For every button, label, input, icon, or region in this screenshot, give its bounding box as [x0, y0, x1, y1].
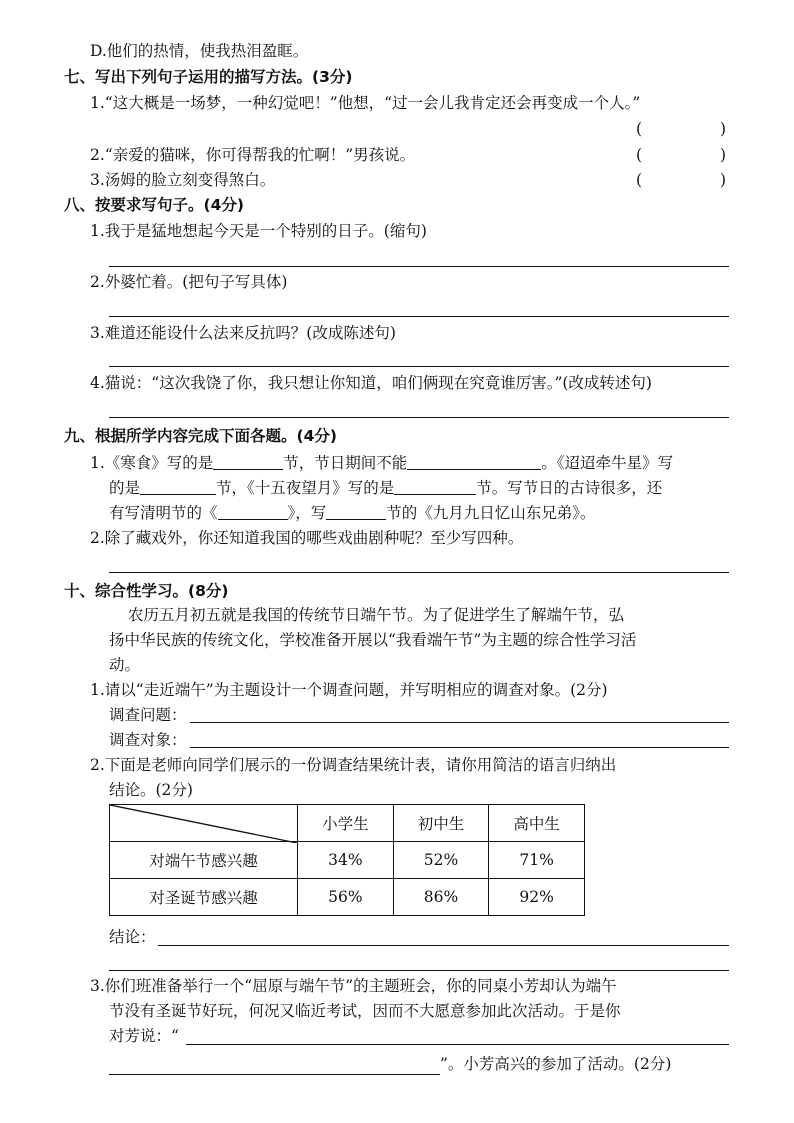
sec8-item-3: 3.难道还能设什么法来反抗吗？(改成陈述句)	[90, 324, 396, 342]
table-cell: 86%	[393, 879, 489, 916]
sec8-item-2: 2.外婆忙着。(把句子写具体)	[90, 273, 288, 291]
section-10-title: 十、综合性学习。(8分)	[64, 582, 229, 600]
sec10-q3-tail: ”。小芳高兴的参加了活动。(2分)	[440, 1055, 672, 1073]
fill-blank[interactable]	[407, 454, 541, 470]
table-corner-cell	[110, 805, 298, 842]
sec9-q1-text: 节的《九月九日忆山东兄弟》。	[386, 504, 596, 522]
survey-result-table	[109, 804, 585, 916]
option-d: D.他们的热情，使我热泪盈眶。	[90, 42, 309, 60]
sec9-q1-text: 》，写	[287, 504, 327, 522]
fill-blank[interactable]	[326, 504, 386, 520]
table-header: 小学生	[298, 805, 394, 842]
section-8-title: 八、按要求写句子。(4分)	[64, 196, 244, 214]
sec9-q1-line3	[109, 502, 596, 524]
table-cell: 71%	[489, 842, 585, 879]
fill-blank[interactable]	[140, 479, 216, 495]
sec8-item-4: 4.猫说：“这次我饶了你，我只想让你知道，咱们俩现在究竟谁厉害。”(改成转述句)	[90, 374, 652, 392]
label-conclusion: 结论：	[109, 928, 156, 946]
sec9-q2: 2.除了藏戏外，你还知道我国的哪些戏曲剧种呢？至少写四种。	[90, 529, 524, 547]
row-label: 对圣诞节感兴趣	[110, 879, 298, 916]
table-header: 初中生	[393, 805, 489, 842]
diagonal-line	[110, 805, 297, 843]
section-7-title: 七、写出下列句子运用的描写方法。(3分)	[64, 68, 353, 86]
fill-blank[interactable]	[213, 454, 283, 470]
section-9-title: 九、根据所学内容完成下面各题。(4分)	[64, 427, 337, 445]
table-cell: 34%	[298, 842, 394, 879]
answer-paren-close: )	[720, 171, 727, 189]
sec9-q1-text: 有写清明节的《	[109, 504, 218, 522]
answer-line[interactable]	[109, 970, 729, 971]
fill-blank[interactable]	[218, 504, 288, 520]
sec9-q1-text: 。《迢迢牵牛星》写	[541, 454, 674, 472]
sec10-q1: 1.请以“走近端午”为主题设计一个调查问题，并写明相应的调查对象。(2分)	[90, 681, 608, 699]
row-label: 对端午节感兴趣	[110, 842, 298, 879]
sec10-q3-line2: 节没有圣诞节好玩，何况又临近考试，因而不大愿意参加此次活动。于是你	[109, 1002, 621, 1020]
sec10-q2-line2: 结论。(2分)	[109, 781, 193, 799]
table-cell: 52%	[393, 842, 489, 879]
sec8-item-1: 1.我于是猛地想起今天是一个特别的日子。(缩句)	[90, 222, 427, 240]
sec9-q1-text: 的是	[109, 479, 141, 497]
table-cell: 56%	[298, 879, 394, 916]
sec10-intro-line3: 动。	[109, 656, 141, 674]
survey-question-line[interactable]	[190, 722, 729, 723]
survey-target-line[interactable]	[190, 747, 729, 748]
answer-line[interactable]	[109, 316, 729, 317]
answer-paren-close: )	[720, 146, 727, 164]
sec9-q1-text: 节。写节日的古诗很多，还	[476, 479, 663, 497]
label-survey-target: 调查对象：	[109, 731, 187, 749]
answer-paren-open: (	[636, 120, 643, 138]
answer-line[interactable]	[109, 572, 729, 573]
sec10-q2-line1: 2.下面是老师向同学们展示的一份调查结果统计表，请你用简洁的语言归纳出	[90, 756, 617, 774]
sec9-q1-line1	[90, 452, 673, 474]
answer-paren-open: (	[636, 146, 643, 164]
table-cell: 92%	[489, 879, 585, 916]
fill-blank[interactable]	[394, 479, 476, 495]
sec9-q1-text: 节，《十五夜望月》写的是	[216, 479, 395, 497]
speech-line-2[interactable]	[109, 1074, 440, 1075]
table-header: 高中生	[489, 805, 585, 842]
label-survey-question: 调查问题：	[109, 706, 187, 724]
sec9-q1-text: 1.《寒食》写的是	[90, 454, 214, 472]
sec9-q1-line2	[109, 477, 662, 499]
answer-paren-open: (	[636, 171, 643, 189]
sec7-item-1: 1.“这大概是一场梦，一种幻觉吧！”他想，“过一会儿我肯定还会再变成一个人。”	[90, 94, 641, 112]
answer-paren-close: )	[720, 120, 727, 138]
table-row	[110, 842, 585, 879]
sec9-q1-text: 节，节日期间不能	[283, 454, 408, 472]
answer-line[interactable]	[109, 266, 729, 267]
conclusion-line[interactable]	[158, 945, 729, 946]
sec10-q3-line3: 对芳说：“	[109, 1027, 179, 1045]
table-row	[110, 879, 585, 916]
answer-line[interactable]	[109, 366, 729, 367]
sec10-intro-line1: 农历五月初五就是我国的传统节日端午节。为了促进学生了解端午节，弘	[128, 606, 625, 624]
sec7-item-3: 3.汤姆的脸立刻变得煞白。	[90, 171, 276, 189]
table-header-row	[110, 805, 585, 842]
speech-line[interactable]	[186, 1044, 729, 1045]
sec10-intro-line2: 扬中华民族的传统文化，学校准备开展以“我看端午节”为主题的综合性学习活	[109, 631, 637, 649]
sec7-item-2: 2.“亲爱的猫咪，你可得帮我的忙啊！”男孩说。	[90, 146, 416, 164]
sec10-q3-line1: 3.你们班准备举行一个“屈原与端午节”的主题班会，你的同桌小芳却认为端午	[90, 977, 617, 995]
answer-line[interactable]	[109, 417, 729, 418]
